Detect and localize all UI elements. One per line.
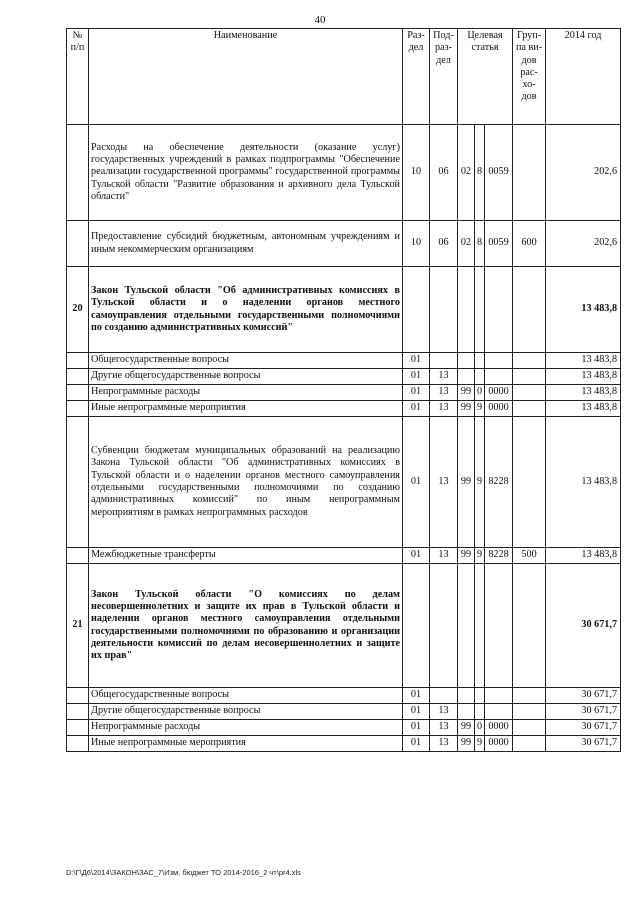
row-name-cell: Другие общегосударственные вопросы — [89, 704, 403, 720]
row-target-part3-cell: 8228 — [485, 548, 513, 564]
row-podrazdel-cell: 06 — [430, 221, 458, 267]
row-target-part1-cell — [458, 353, 475, 369]
row-sum-cell: 13 483,8 — [546, 548, 621, 564]
table-header-row — [67, 29, 621, 125]
row-podrazdel-cell: 13 — [430, 401, 458, 417]
budget-table — [66, 28, 621, 752]
row-podrazdel-cell — [430, 267, 458, 353]
row-podrazdel-cell — [430, 564, 458, 688]
row-target-part3-cell: 0059 — [485, 221, 513, 267]
row-target-part1-cell: 99 — [458, 736, 475, 752]
row-razdel-cell: 01 — [403, 417, 430, 548]
row-sum-cell: 202,6 — [546, 221, 621, 267]
row-target-part2-cell — [475, 353, 485, 369]
row-group-cell — [513, 385, 546, 401]
row-group-cell — [513, 564, 546, 688]
row-sum-cell: 13 483,8 — [546, 417, 621, 548]
row-target-part3-cell — [485, 369, 513, 385]
row-target-part2-cell: 9 — [475, 417, 485, 548]
row-razdel-cell — [403, 564, 430, 688]
row-target-part1-cell — [458, 564, 475, 688]
row-name-cell: Закон Тульской области "О комиссиях по делам несовершеннолетних и защите их прав в Тульской области и наделении органов местного самоуправления отдельными государственными полномочиями по образованию и организации деятельности комиссий по делам несовершеннолетних и защите их прав" — [89, 564, 403, 688]
row-target-part1-cell: 99 — [458, 401, 475, 417]
row-target-part3-cell — [485, 353, 513, 369]
row-sum-cell: 13 483,8 — [546, 385, 621, 401]
table-row — [67, 720, 621, 736]
row-number-cell — [67, 417, 89, 548]
row-number-cell — [67, 221, 89, 267]
row-number-cell: 20 — [67, 267, 89, 353]
row-razdel-cell: 01 — [403, 720, 430, 736]
table-row — [67, 353, 621, 369]
row-razdel-cell: 01 — [403, 704, 430, 720]
row-group-cell — [513, 417, 546, 548]
row-group-cell — [513, 736, 546, 752]
row-group-cell — [513, 369, 546, 385]
row-number-cell — [67, 125, 89, 221]
row-number-cell — [67, 688, 89, 704]
table-row — [67, 125, 621, 221]
row-sum-cell: 30 671,7 — [546, 736, 621, 752]
row-podrazdel-cell: 13 — [430, 385, 458, 401]
row-razdel-cell: 10 — [403, 221, 430, 267]
row-razdel-cell: 10 — [403, 125, 430, 221]
row-name-cell: Межбюджетные трансферты — [89, 548, 403, 564]
row-podrazdel-cell: 13 — [430, 720, 458, 736]
row-sum-cell: 13 483,8 — [546, 401, 621, 417]
row-target-part3-cell: 0000 — [485, 736, 513, 752]
row-number-cell — [67, 704, 89, 720]
table-row — [67, 736, 621, 752]
row-target-part2-cell — [475, 267, 485, 353]
row-target-part1-cell — [458, 704, 475, 720]
row-target-part3-cell — [485, 267, 513, 353]
row-sum-cell: 13 483,8 — [546, 267, 621, 353]
row-target-part2-cell: 8 — [475, 125, 485, 221]
row-target-part2-cell: 9 — [475, 736, 485, 752]
row-podrazdel-cell: 06 — [430, 125, 458, 221]
row-group-cell — [513, 704, 546, 720]
row-target-part1-cell: 02 — [458, 221, 475, 267]
row-target-part1-cell — [458, 688, 475, 704]
row-name-cell: Расходы на обеспечение деятельности (оказание услуг) государственных учреждений в рамках подпрограммы "Обеспечение реализации государственной программы" государственной программы Тульской области "Развитие образования и архивного дела Тульской области" — [89, 125, 403, 221]
row-name-cell: Иные непрограммные мероприятия — [89, 736, 403, 752]
row-target-part2-cell — [475, 369, 485, 385]
page-number: 40 — [314, 14, 326, 26]
row-target-part1-cell: 99 — [458, 385, 475, 401]
row-number-cell — [67, 369, 89, 385]
table-row — [67, 417, 621, 548]
header-target: Целевая статья — [458, 29, 513, 125]
row-number-cell — [67, 385, 89, 401]
row-razdel-cell: 01 — [403, 401, 430, 417]
header-name: Наименование — [89, 29, 403, 125]
row-name-cell: Общегосударственные вопросы — [89, 688, 403, 704]
row-target-part1-cell: 99 — [458, 548, 475, 564]
row-group-cell: 500 — [513, 548, 546, 564]
row-target-part3-cell: 8228 — [485, 417, 513, 548]
table-row — [67, 564, 621, 688]
table-row — [67, 688, 621, 704]
row-sum-cell: 30 671,7 — [546, 564, 621, 688]
row-group-cell — [513, 125, 546, 221]
row-number-cell — [67, 401, 89, 417]
row-target-part1-cell: 99 — [458, 417, 475, 548]
row-group-cell: 600 — [513, 221, 546, 267]
row-target-part3-cell: 0000 — [485, 385, 513, 401]
row-target-part1-cell: 02 — [458, 125, 475, 221]
row-target-part2-cell: 0 — [475, 385, 485, 401]
row-podrazdel-cell: 13 — [430, 736, 458, 752]
row-name-cell: Другие общегосударственные вопросы — [89, 369, 403, 385]
table-row — [67, 704, 621, 720]
table-row — [67, 221, 621, 267]
row-target-part2-cell — [475, 564, 485, 688]
header-group: Груп-па ви-дов рас-хо-дов — [513, 29, 546, 125]
row-sum-cell: 202,6 — [546, 125, 621, 221]
row-number-cell: 21 — [67, 564, 89, 688]
row-razdel-cell: 01 — [403, 736, 430, 752]
row-number-cell — [67, 736, 89, 752]
header-year: 2014 год — [546, 29, 621, 125]
row-target-part1-cell: 99 — [458, 720, 475, 736]
header-razdel: Раз-дел — [403, 29, 430, 125]
row-podrazdel-cell: 13 — [430, 369, 458, 385]
row-target-part2-cell: 0 — [475, 720, 485, 736]
row-number-cell — [67, 353, 89, 369]
row-name-cell: Иные непрограммные мероприятия — [89, 401, 403, 417]
row-number-cell — [67, 548, 89, 564]
table-row — [67, 385, 621, 401]
row-name-cell: Закон Тульской области "Об административных комиссиях в Тульской области и о наделении органов местного самоуправления отдельными государственными полномочиями по созданию административных комиссий" — [89, 267, 403, 353]
header-num: № п/п — [67, 29, 89, 125]
row-sum-cell: 30 671,7 — [546, 688, 621, 704]
row-target-part3-cell — [485, 704, 513, 720]
row-razdel-cell — [403, 267, 430, 353]
row-target-part3-cell — [485, 688, 513, 704]
row-podrazdel-cell — [430, 688, 458, 704]
table-body — [67, 125, 621, 752]
table-row — [67, 267, 621, 353]
row-target-part1-cell — [458, 369, 475, 385]
row-target-part2-cell: 9 — [475, 548, 485, 564]
row-target-part3-cell: 0000 — [485, 401, 513, 417]
row-sum-cell: 30 671,7 — [546, 720, 621, 736]
row-group-cell — [513, 720, 546, 736]
row-target-part3-cell — [485, 564, 513, 688]
row-podrazdel-cell — [430, 353, 458, 369]
row-group-cell — [513, 688, 546, 704]
row-sum-cell: 13 483,8 — [546, 369, 621, 385]
row-target-part2-cell — [475, 688, 485, 704]
row-group-cell — [513, 267, 546, 353]
header-podrazdel: Под-раз-дел — [430, 29, 458, 125]
row-sum-cell: 30 671,7 — [546, 704, 621, 720]
file-path-footer: D:\Г\Д6\2014\ЗАКОН\ЗАС_7\Изм. бюджет ТО 2014-2016_2 чт\pr4.xls — [66, 868, 301, 877]
row-target-part2-cell — [475, 704, 485, 720]
row-name-cell: Общегосударственные вопросы — [89, 353, 403, 369]
row-razdel-cell: 01 — [403, 385, 430, 401]
row-podrazdel-cell: 13 — [430, 548, 458, 564]
row-razdel-cell: 01 — [403, 548, 430, 564]
row-razdel-cell: 01 — [403, 353, 430, 369]
table-row — [67, 369, 621, 385]
row-name-cell: Предоставление субсидий бюджетным, автономным учреждениям и иным некоммерческим организациям — [89, 221, 403, 267]
row-group-cell — [513, 353, 546, 369]
row-razdel-cell: 01 — [403, 688, 430, 704]
row-number-cell — [67, 720, 89, 736]
table-row — [67, 401, 621, 417]
row-group-cell — [513, 401, 546, 417]
row-target-part2-cell: 8 — [475, 221, 485, 267]
row-razdel-cell: 01 — [403, 369, 430, 385]
row-target-part2-cell: 9 — [475, 401, 485, 417]
row-target-part3-cell: 0000 — [485, 720, 513, 736]
row-target-part1-cell — [458, 267, 475, 353]
table-row — [67, 548, 621, 564]
row-podrazdel-cell: 13 — [430, 417, 458, 548]
row-name-cell: Непрограммные расходы — [89, 720, 403, 736]
row-sum-cell: 13 483,8 — [546, 353, 621, 369]
row-name-cell: Непрограммные расходы — [89, 385, 403, 401]
row-target-part3-cell: 0059 — [485, 125, 513, 221]
row-name-cell: Субвенции бюджетам муниципальных образований на реализацию Закона Тульской области "Об административных комиссиях в Тульской области и о наделении органов местного самоуправления отдельными государственными полномочиями по созданию административных комиссий" по иным непрограммным мероприятиям в рамках непрограммных расходов — [89, 417, 403, 548]
row-podrazdel-cell: 13 — [430, 704, 458, 720]
